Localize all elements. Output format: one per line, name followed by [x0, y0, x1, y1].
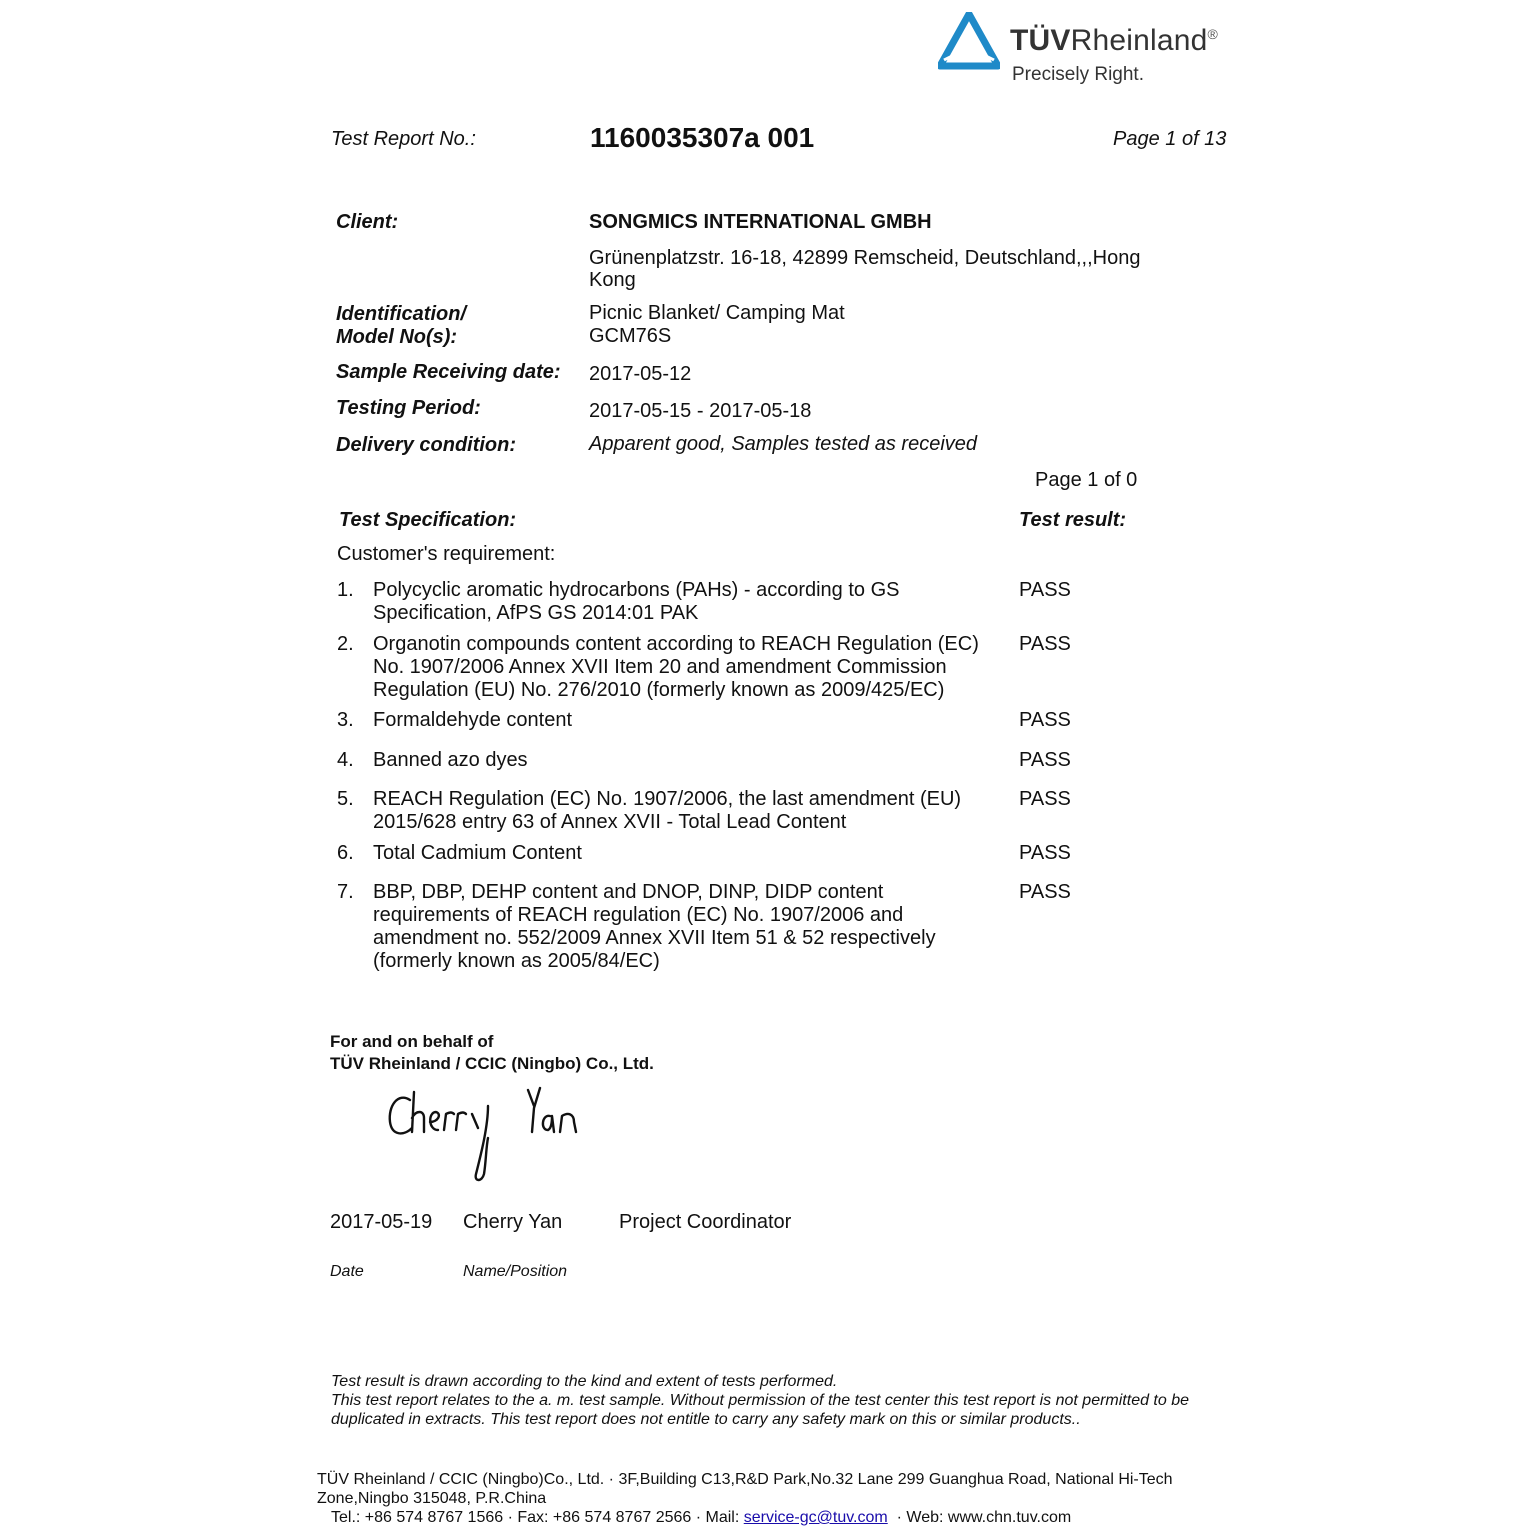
spec-item-result: PASS: [1019, 842, 1071, 864]
signature-name: Cherry Yan: [463, 1211, 563, 1233]
spec-item-number: 6.: [337, 842, 354, 864]
spec-label: Test Specification:: [339, 509, 517, 531]
spec-item-text: Polycyclic aromatic hydrocarbons (PAHs) - according to GS: [373, 579, 900, 601]
logo-registered: ®: [1207, 26, 1219, 42]
footer-mail-link[interactable]: service-gc@tuv.com: [743, 1509, 888, 1526]
spec-item-text: Specification, AfPS GS 2014:01 PAK: [373, 602, 699, 624]
spec-item-text: Organotin compounds content according to REACH Regulation (EC): [373, 633, 979, 655]
report-number: 1160035307a 001: [590, 122, 815, 153]
footer-web: · Web: www.chn.tuv.com: [887, 1509, 1072, 1526]
sample-receiving-label: Sample Receiving date:: [336, 361, 561, 383]
triangle-logo-icon: [938, 12, 1000, 70]
disclaimer-line2: This test report relates to the a. m. test sample. Without permission of the test center this test report is not permitted to be: [331, 1392, 1190, 1409]
client-label: Client:: [336, 211, 399, 233]
spec-item-result: PASS: [1019, 709, 1071, 731]
result-label: Test result:: [1019, 509, 1127, 531]
spec-intro: Customer's requirement:: [337, 543, 556, 565]
spec-item-text: amendment no. 552/2009 Annex XVII Item 51 & 52 respectively: [373, 927, 936, 949]
spec-item-text: (formerly known as 2005/84/EC): [373, 950, 660, 972]
identification-value-line1: Picnic Blanket/ Camping Mat: [589, 302, 845, 324]
client-name: SONGMICS INTERNATIONAL GMBH: [589, 211, 932, 233]
testing-period-value: 2017-05-15 - 2017-05-18: [589, 400, 812, 422]
spec-item-text: Regulation (EU) No. 276/2010 (formerly known as 2009/425/EC): [373, 679, 945, 701]
logo-tagline: Precisely Right.: [1012, 64, 1144, 85]
spec-item-text: requirements of REACH regulation (EC) No. 1907/2006 and: [373, 904, 904, 926]
disclaimer-line3: duplicated in extracts. This test report does not entitle to carry any safety mark on this or similar products..: [331, 1411, 1081, 1428]
identification-value-line2: GCM76S: [589, 325, 672, 347]
spec-item-text: 2015/628 entry 63 of Annex XVII - Total Lead Content: [373, 811, 847, 833]
spec-item-text: Total Cadmium Content: [373, 842, 582, 864]
sample-receiving-value: 2017-05-12: [589, 363, 692, 385]
spec-item-result: PASS: [1019, 633, 1071, 655]
signature-position: Project Coordinator: [619, 1211, 792, 1233]
spec-item-text: Formaldehyde content: [373, 709, 573, 731]
spec-item-result: PASS: [1019, 788, 1071, 810]
sub-page-indicator: Page 1 of 0: [1035, 469, 1138, 491]
identification-label-line1: Identification/: [336, 303, 466, 325]
footer-address-line2: Zone,Ningbo 315048, P.R.China: [317, 1490, 547, 1507]
spec-item-number: 4.: [337, 749, 354, 771]
footer-contact: [331, 1508, 1071, 1527]
logo-brand-bold: TÜV: [1010, 24, 1071, 57]
client-address-line2: Kong: [589, 269, 636, 291]
spec-item-text: REACH Regulation (EC) No. 1907/2006, the last amendment (EU): [373, 788, 962, 810]
handwritten-signature: [380, 1078, 590, 1188]
spec-item-result: PASS: [1019, 881, 1071, 903]
identification-label-line2: Model No(s):: [336, 326, 458, 348]
spec-item-text: Banned azo dyes: [373, 749, 528, 771]
name-position-label: Name/Position: [463, 1263, 568, 1280]
spec-item-result: PASS: [1019, 579, 1071, 601]
footer-tel-fax: Tel.: +86 574 8767 1566 · Fax: +86 574 8767 2566 · Mail:: [331, 1509, 744, 1526]
footer-address-line1: TÜV Rheinland / CCIC (Ningbo)Co., Ltd. · 3F,Building C13,R&D Park,No.32 Lane 299 Guanghua Road, National Hi-Tech: [317, 1471, 1173, 1488]
page-indicator: Page 1 of 13: [1113, 128, 1227, 150]
spec-item-text: BBP, DBP, DEHP content and DNOP, DINP, DIDP content: [373, 881, 884, 903]
spec-item-text: No. 1907/2006 Annex XVII Item 20 and amendment Commission: [373, 656, 947, 678]
behalf-line2: TÜV Rheinland / CCIC (Ningbo) Co., Ltd.: [330, 1054, 654, 1073]
testing-period-label: Testing Period:: [336, 397, 481, 419]
date-label: Date: [330, 1263, 364, 1280]
delivery-condition-label: Delivery condition:: [336, 434, 517, 456]
spec-item-number: 1.: [337, 579, 354, 601]
signature-date: 2017-05-19: [330, 1211, 433, 1233]
tuv-rheinland-logo: [938, 10, 1238, 90]
spec-item-number: 5.: [337, 788, 354, 810]
logo-brand-rest: Rheinland: [1070, 24, 1208, 57]
client-address-line1: Grünenplatzstr. 16-18, 42899 Remscheid, Deutschland,,,Hong: [589, 247, 1141, 269]
report-label: Test Report No.:: [331, 128, 476, 150]
delivery-condition-value: Apparent good, Samples tested as received: [589, 433, 978, 455]
behalf-line1: For and on behalf of: [330, 1032, 494, 1051]
spec-item-result: PASS: [1019, 749, 1071, 771]
disclaimer-line1: Test result is drawn according to the kind and extent of tests performed.: [331, 1373, 838, 1390]
spec-item-number: 3.: [337, 709, 354, 731]
spec-item-number: 7.: [337, 881, 354, 903]
spec-item-number: 2.: [337, 633, 354, 655]
